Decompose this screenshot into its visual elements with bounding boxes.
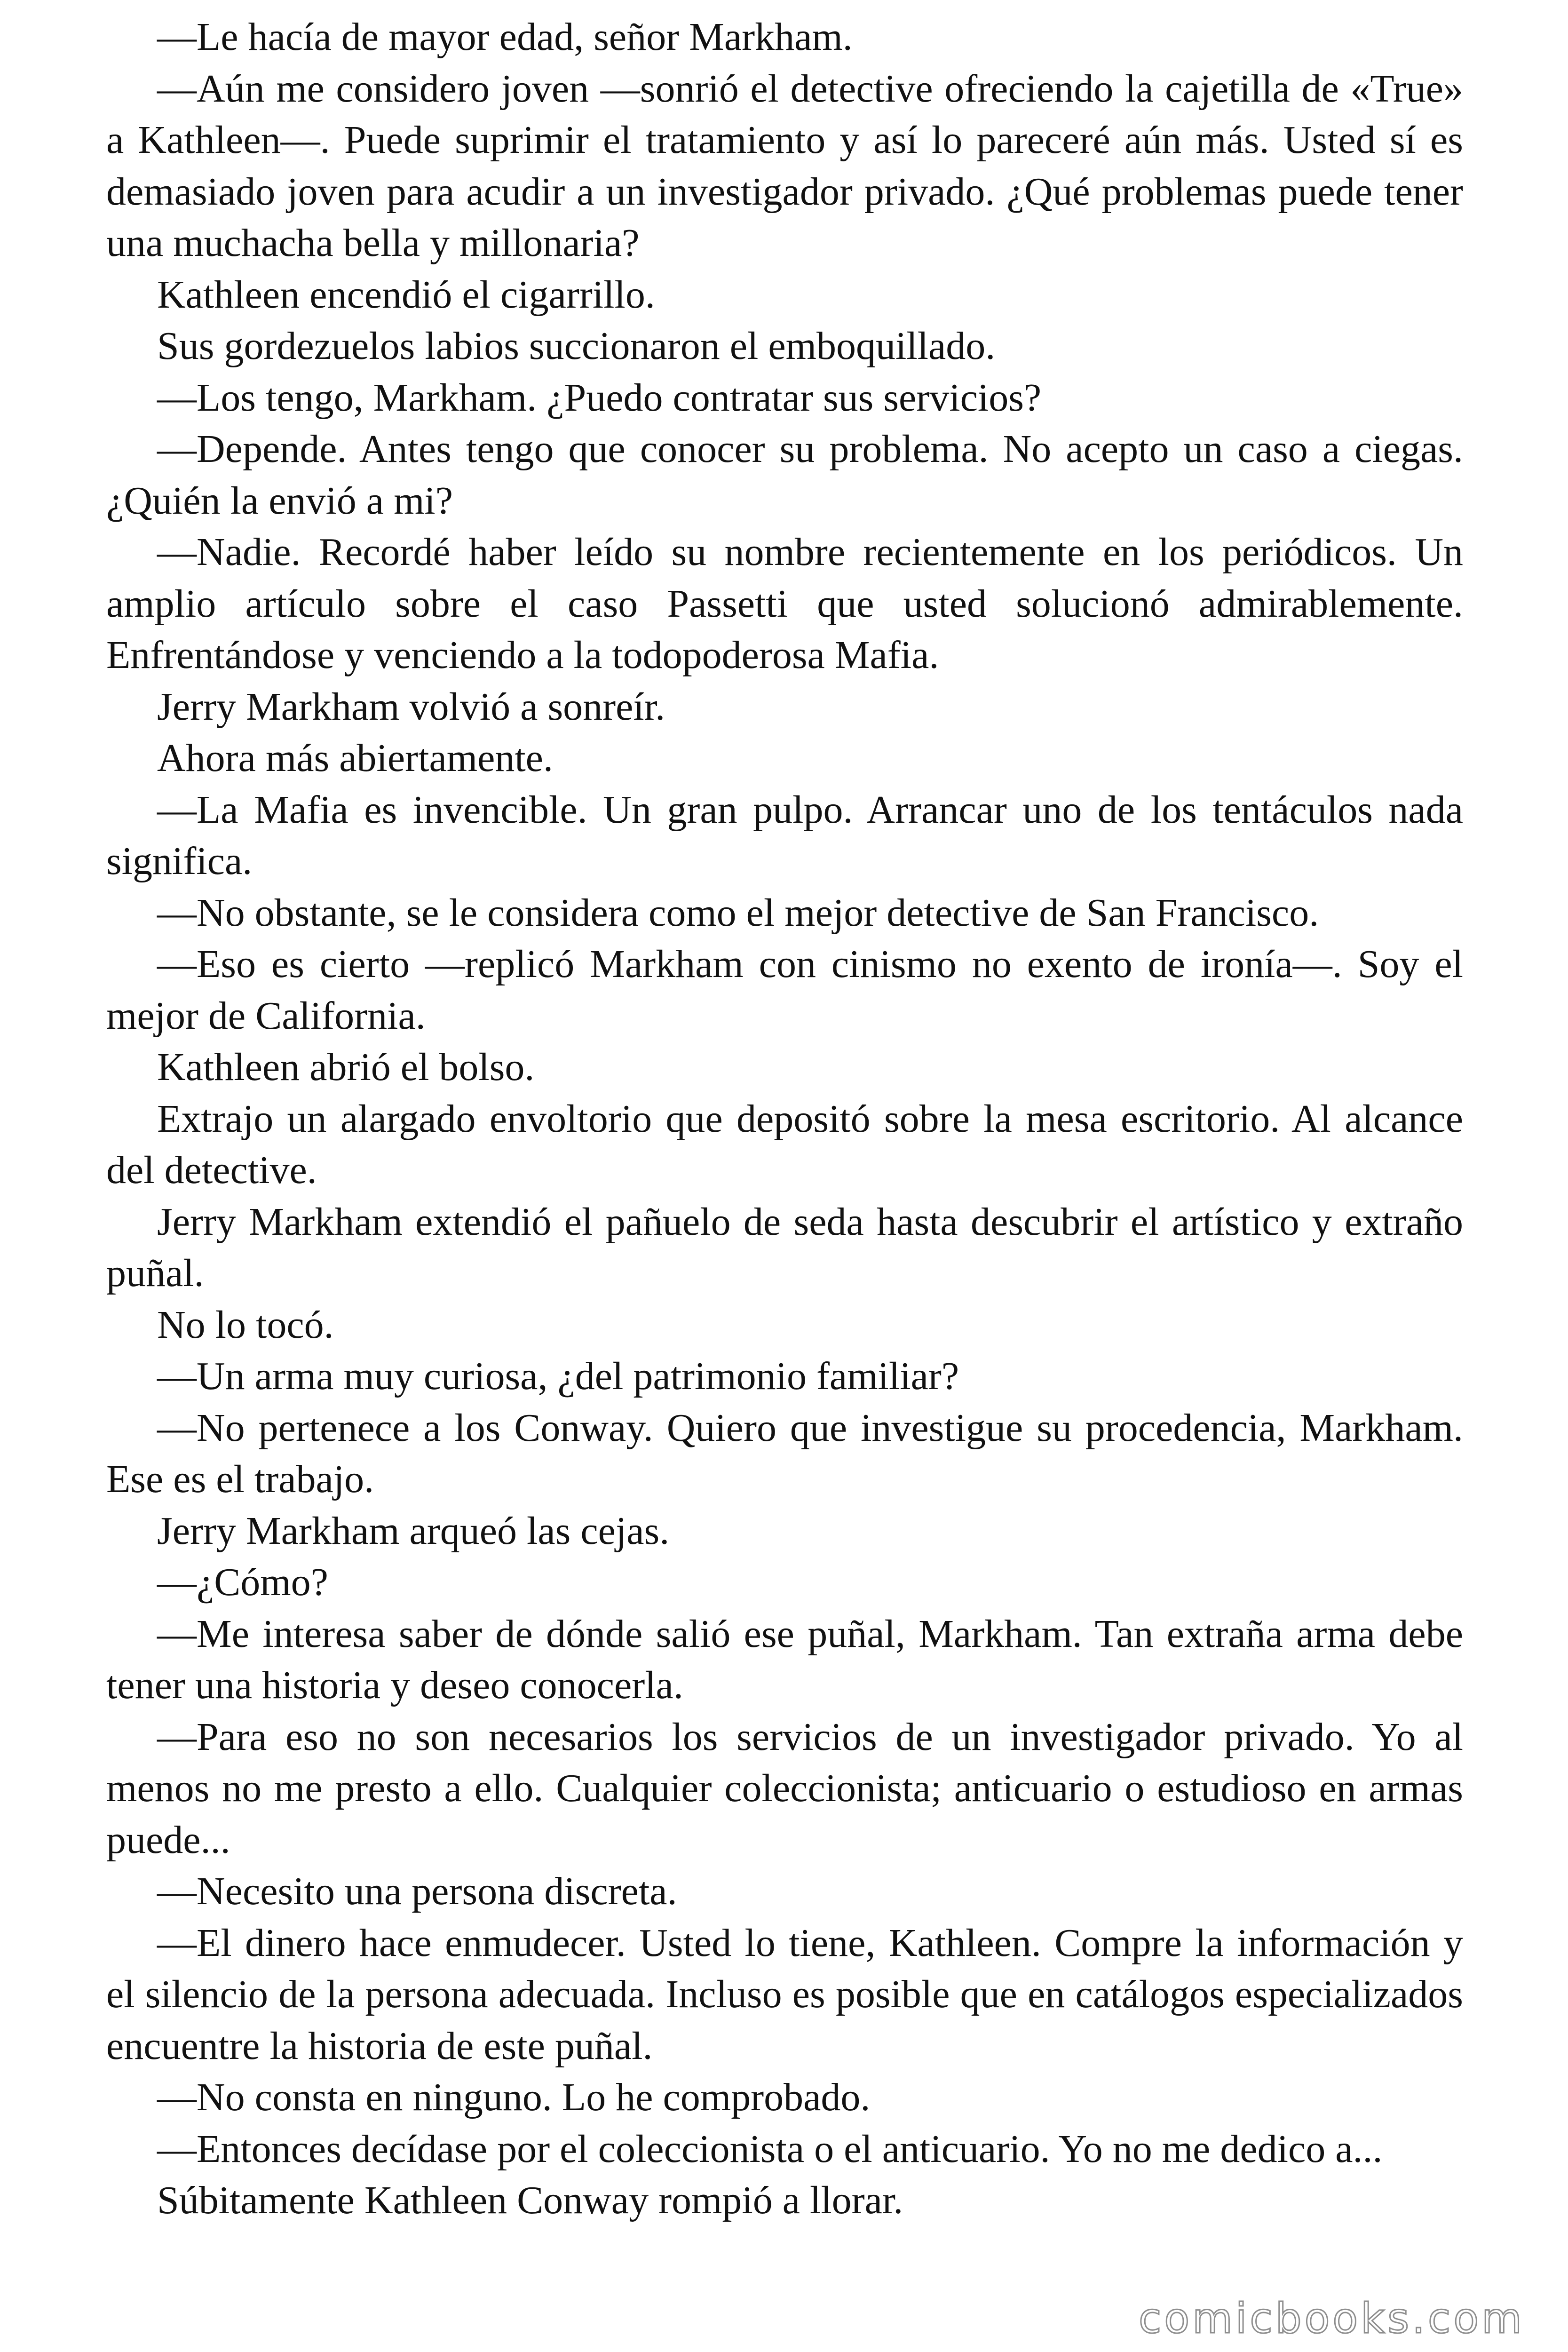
paragraph: —No consta en ninguno. Lo he comprobado. — [157, 2075, 871, 2119]
watermark: comicbooks.com — [1138, 2294, 1525, 2343]
body-text — [106, 11, 1463, 2226]
paragraph: —Los tengo, Markham. ¿Puedo contratar sus servicios? — [157, 375, 1042, 420]
paragraph: —Entonces decídase por el coleccionista o el anticuario. Yo no me dedico a... — [157, 2127, 1383, 2171]
paragraph: Kathleen abrió el bolso. — [157, 1045, 535, 1089]
paragraph: —No obstante, se le considera como el mejor detective de San Francisco. — [157, 890, 1319, 935]
paragraph: Ahora más abiertamente. — [157, 736, 553, 780]
paragraph: Jerry Markham volvió a sonreír. — [157, 684, 665, 729]
paragraph: Sus gordezuelos labios succionaron el emboquillado. — [157, 324, 996, 368]
paragraph: No lo tocó. — [157, 1303, 334, 1347]
paragraph: Súbitamente Kathleen Conway rompió a llorar. — [157, 2178, 903, 2222]
paragraph: —Le hacía de mayor edad, señor Markham. — [157, 15, 853, 59]
paragraph: —El dinero hace enmudecer. Usted lo tiene, Kathleen. Compre la información y el silencio de la persona adecuada. Incluso es posible que en catálogos especializados encuentre la historia de este puñal. — [106, 1921, 1463, 2068]
paragraph: —Me interesa saber de dónde salió ese puñal, Markham. Tan extraña arma debe tener una historia y deseo conocerla. — [106, 1612, 1463, 1707]
paragraph: —Un arma muy curiosa, ¿del patrimonio familiar? — [157, 1354, 959, 1398]
paragraph: —Aún me considero joven —sonrió el detective ofreciendo la cajetilla de «True» a Kathleen—. Puede suprimir el tratamiento y así lo pareceré aún más. Usted sí es demasiado joven para acudir a un investigador privado. ¿Qué problemas puede tener una muchacha bella y millonaria? — [106, 66, 1463, 265]
paragraph: —Eso es cierto —replicó Markham con cinismo no exento de ironía—. Soy el mejor de California. — [106, 942, 1463, 1038]
paragraph: Extrajo un alargado envoltorio que depositó sobre la mesa escritorio. Al alcance del detective. — [106, 1097, 1463, 1192]
paragraph: Jerry Markham extendió el pañuelo de seda hasta descubrir el artístico y extraño puñal. — [106, 1200, 1463, 1295]
paragraph: Kathleen encendió el cigarrillo. — [157, 272, 655, 317]
paragraph: —No pertenece a los Conway. Quiero que investigue su procedencia, Markham. Ese es el trabajo. — [106, 1406, 1463, 1501]
paragraph: Jerry Markham arqueó las cejas. — [157, 1509, 670, 1553]
paragraph: —Necesito una persona discreta. — [157, 1869, 677, 1913]
paragraph: —¿Cómo? — [157, 1560, 328, 1604]
paragraph: —Nadie. Recordé haber leído su nombre recientemente en los periódicos. Un amplio artículo sobre el caso Passetti que usted solucionó admirablemente. Enfrentándose y venciendo a la todopoderosa Mafia. — [106, 530, 1463, 677]
paragraph: —La Mafia es invencible. Un gran pulpo. Arrancar uno de los tentáculos nada significa. — [106, 787, 1463, 883]
paragraph: —Para eso no son necesarios los servicios de un investigador privado. Yo al menos no me presto a ello. Cualquier coleccionista; anticuario o estudioso en armas puede... — [106, 1715, 1463, 1862]
paragraph: —Depende. Antes tengo que conocer su problema. No acepto un caso a ciegas. ¿Quién la envió a mi? — [106, 427, 1463, 523]
